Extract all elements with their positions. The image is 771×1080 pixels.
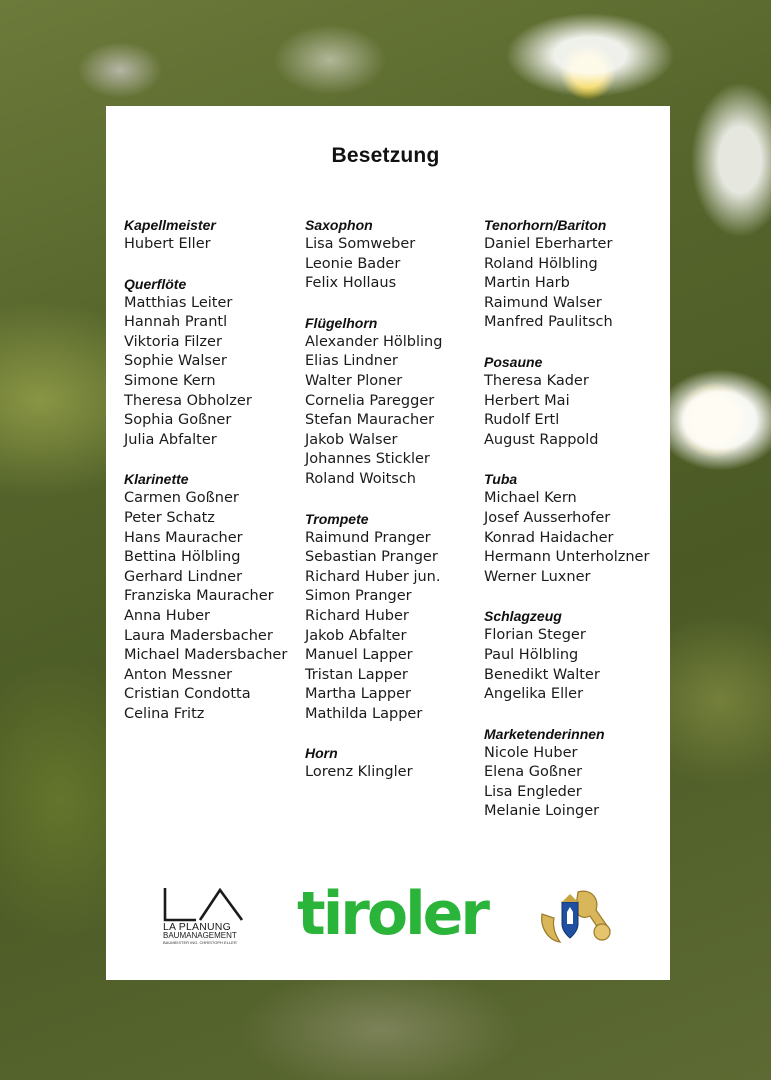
member-name: Hans Mauracher xyxy=(124,529,243,546)
member-name: Sophia Goßner xyxy=(124,412,232,429)
section-heading: Schlagzeug xyxy=(484,608,562,625)
section-heading: Horn xyxy=(305,745,338,762)
member-name: Tristan Lapper xyxy=(305,666,408,683)
sponsor-logos xyxy=(0,880,771,950)
member-name: Simon Pranger xyxy=(305,588,412,605)
section-heading: Marketenderinnen xyxy=(484,725,605,742)
member-name: Florian Steger xyxy=(484,627,586,644)
la-planung-sub: BAUMANAGEMENT xyxy=(163,931,237,940)
member-name: Theresa Obholzer xyxy=(124,392,252,409)
section-heading: Tuba xyxy=(484,471,518,488)
member-name: Celina Fritz xyxy=(124,705,205,722)
member-name: Elena Goßner xyxy=(484,764,583,781)
member-list xyxy=(305,333,490,490)
section-saxophon xyxy=(305,216,490,294)
member-name: Alexander Hölbling xyxy=(305,333,443,350)
member-name: Cristian Condotta xyxy=(124,686,251,703)
member-name: Roland Hölbling xyxy=(484,255,598,272)
member-name: Daniel Eberharter xyxy=(484,236,613,252)
section-heading: Querflöte xyxy=(124,275,187,292)
member-name: Stefan Mauracher xyxy=(305,412,435,429)
member-name: Matthias Leiter xyxy=(124,294,233,311)
tiroler-logo: tiroler xyxy=(297,879,487,949)
member-list xyxy=(484,489,669,587)
member-name: Mathilda Lapper xyxy=(305,705,423,722)
member-name: Werner Luxner xyxy=(484,568,591,585)
member-name: Melanie Loinger xyxy=(484,803,600,820)
member-name: Jakob Walser xyxy=(305,431,398,448)
member-name: Michael Madersbacher xyxy=(124,647,288,664)
member-name: Cornelia Paregger xyxy=(305,392,435,409)
member-name: Herbert Mai xyxy=(484,392,570,409)
band-crest-icon xyxy=(538,884,614,950)
member-name: Manuel Lapper xyxy=(305,647,413,664)
section-heading: Trompete xyxy=(305,510,369,527)
member-list xyxy=(124,294,309,451)
section-kapellmeister xyxy=(124,216,309,255)
section-fluegelhorn xyxy=(305,314,490,490)
column-3 xyxy=(484,216,669,842)
member-list xyxy=(484,235,669,333)
member-list xyxy=(484,744,669,822)
member-name: Hubert Eller xyxy=(124,236,211,252)
section-heading: Tenorhorn/Bariton xyxy=(484,217,607,233)
section-tuba xyxy=(484,470,669,587)
member-name: Laura Madersbacher xyxy=(124,627,273,644)
member-name: Richard Huber jun. xyxy=(305,568,441,585)
member-name: Angelika Eller xyxy=(484,686,584,703)
member-name: Lisa Somweber xyxy=(305,236,416,252)
section-heading: Klarinette xyxy=(124,471,189,488)
section-tenorhorn-bariton xyxy=(484,216,669,333)
column-1 xyxy=(124,216,309,744)
member-list xyxy=(305,529,490,725)
member-name: Leonie Bader xyxy=(305,255,401,272)
page-title: Besetzung xyxy=(331,144,440,167)
member-list xyxy=(484,372,669,450)
section-trompete xyxy=(305,510,490,725)
member-name: Felix Hollaus xyxy=(305,275,397,292)
member-name: Franziska Mauracher xyxy=(124,588,274,605)
section-horn xyxy=(305,744,490,783)
member-name: Walter Ploner xyxy=(305,372,403,389)
section-querfloete xyxy=(124,275,309,451)
member-name: Sebastian Pranger xyxy=(305,549,438,566)
member-list xyxy=(124,235,309,255)
member-name: Theresa Kader xyxy=(484,372,589,389)
member-name: Julia Abfalter xyxy=(124,431,217,448)
member-name: Roland Woitsch xyxy=(305,470,417,487)
la-planung-name: LA PLANUNG xyxy=(163,921,231,933)
member-name: Rudolf Ertl xyxy=(484,412,560,429)
section-heading: Posaune xyxy=(484,353,543,370)
member-name: Paul Hölbling xyxy=(484,646,579,663)
member-name: Sophie Walser xyxy=(124,353,227,370)
la-planung-tagline: BAUMEISTER ING. CHRISTOPH ELLER xyxy=(163,940,237,945)
member-name: Konrad Haidacher xyxy=(484,529,614,546)
member-name: August Rappold xyxy=(484,431,599,448)
member-list xyxy=(305,235,490,294)
column-2 xyxy=(305,216,490,803)
member-name: Nicole Huber xyxy=(484,744,578,761)
section-marketenderinnen xyxy=(484,725,669,822)
member-list xyxy=(124,489,309,724)
member-name: Martin Harb xyxy=(484,275,570,292)
member-name: Benedikt Walter xyxy=(484,666,600,683)
section-posaune xyxy=(484,353,669,450)
member-name: Josef Ausserhofer xyxy=(484,509,611,526)
member-name: Carmen Goßner xyxy=(124,490,239,507)
member-name: Jakob Abfalter xyxy=(305,627,407,644)
member-name: Lorenz Klingler xyxy=(305,764,413,781)
member-name: Hannah Prantl xyxy=(124,314,228,331)
la-mark-icon xyxy=(162,886,246,922)
member-name: Hermann Unterholzner xyxy=(484,549,650,566)
member-name: Raimund Pranger xyxy=(305,529,431,546)
section-klarinette xyxy=(124,470,309,724)
member-name: Lisa Engleder xyxy=(484,783,582,800)
section-schlagzeug xyxy=(484,607,669,704)
member-list xyxy=(305,763,490,783)
member-name: Simone Kern xyxy=(124,372,216,389)
member-name: Michael Kern xyxy=(484,490,577,507)
member-name: Gerhard Lindner xyxy=(124,568,243,585)
member-name: Bettina Hölbling xyxy=(124,549,241,566)
member-name: Peter Schatz xyxy=(124,509,215,526)
member-name: Richard Huber xyxy=(305,607,409,624)
member-name: Johannes Stickler xyxy=(305,451,430,468)
member-name: Martha Lapper xyxy=(305,686,411,703)
member-name: Viktoria Filzer xyxy=(124,333,222,350)
member-name: Manfred Paulitsch xyxy=(484,314,613,331)
member-name: Anton Messner xyxy=(124,666,233,683)
section-heading: Flügelhorn xyxy=(305,314,378,331)
member-name: Elias Lindner xyxy=(305,353,398,370)
member-name: Raimund Walser xyxy=(484,294,602,311)
section-heading: Saxophon xyxy=(305,217,373,233)
la-planung-logo xyxy=(162,886,246,946)
section-heading: Kapellmeister xyxy=(124,217,216,233)
member-list xyxy=(484,626,669,704)
member-name: Anna Huber xyxy=(124,607,210,624)
